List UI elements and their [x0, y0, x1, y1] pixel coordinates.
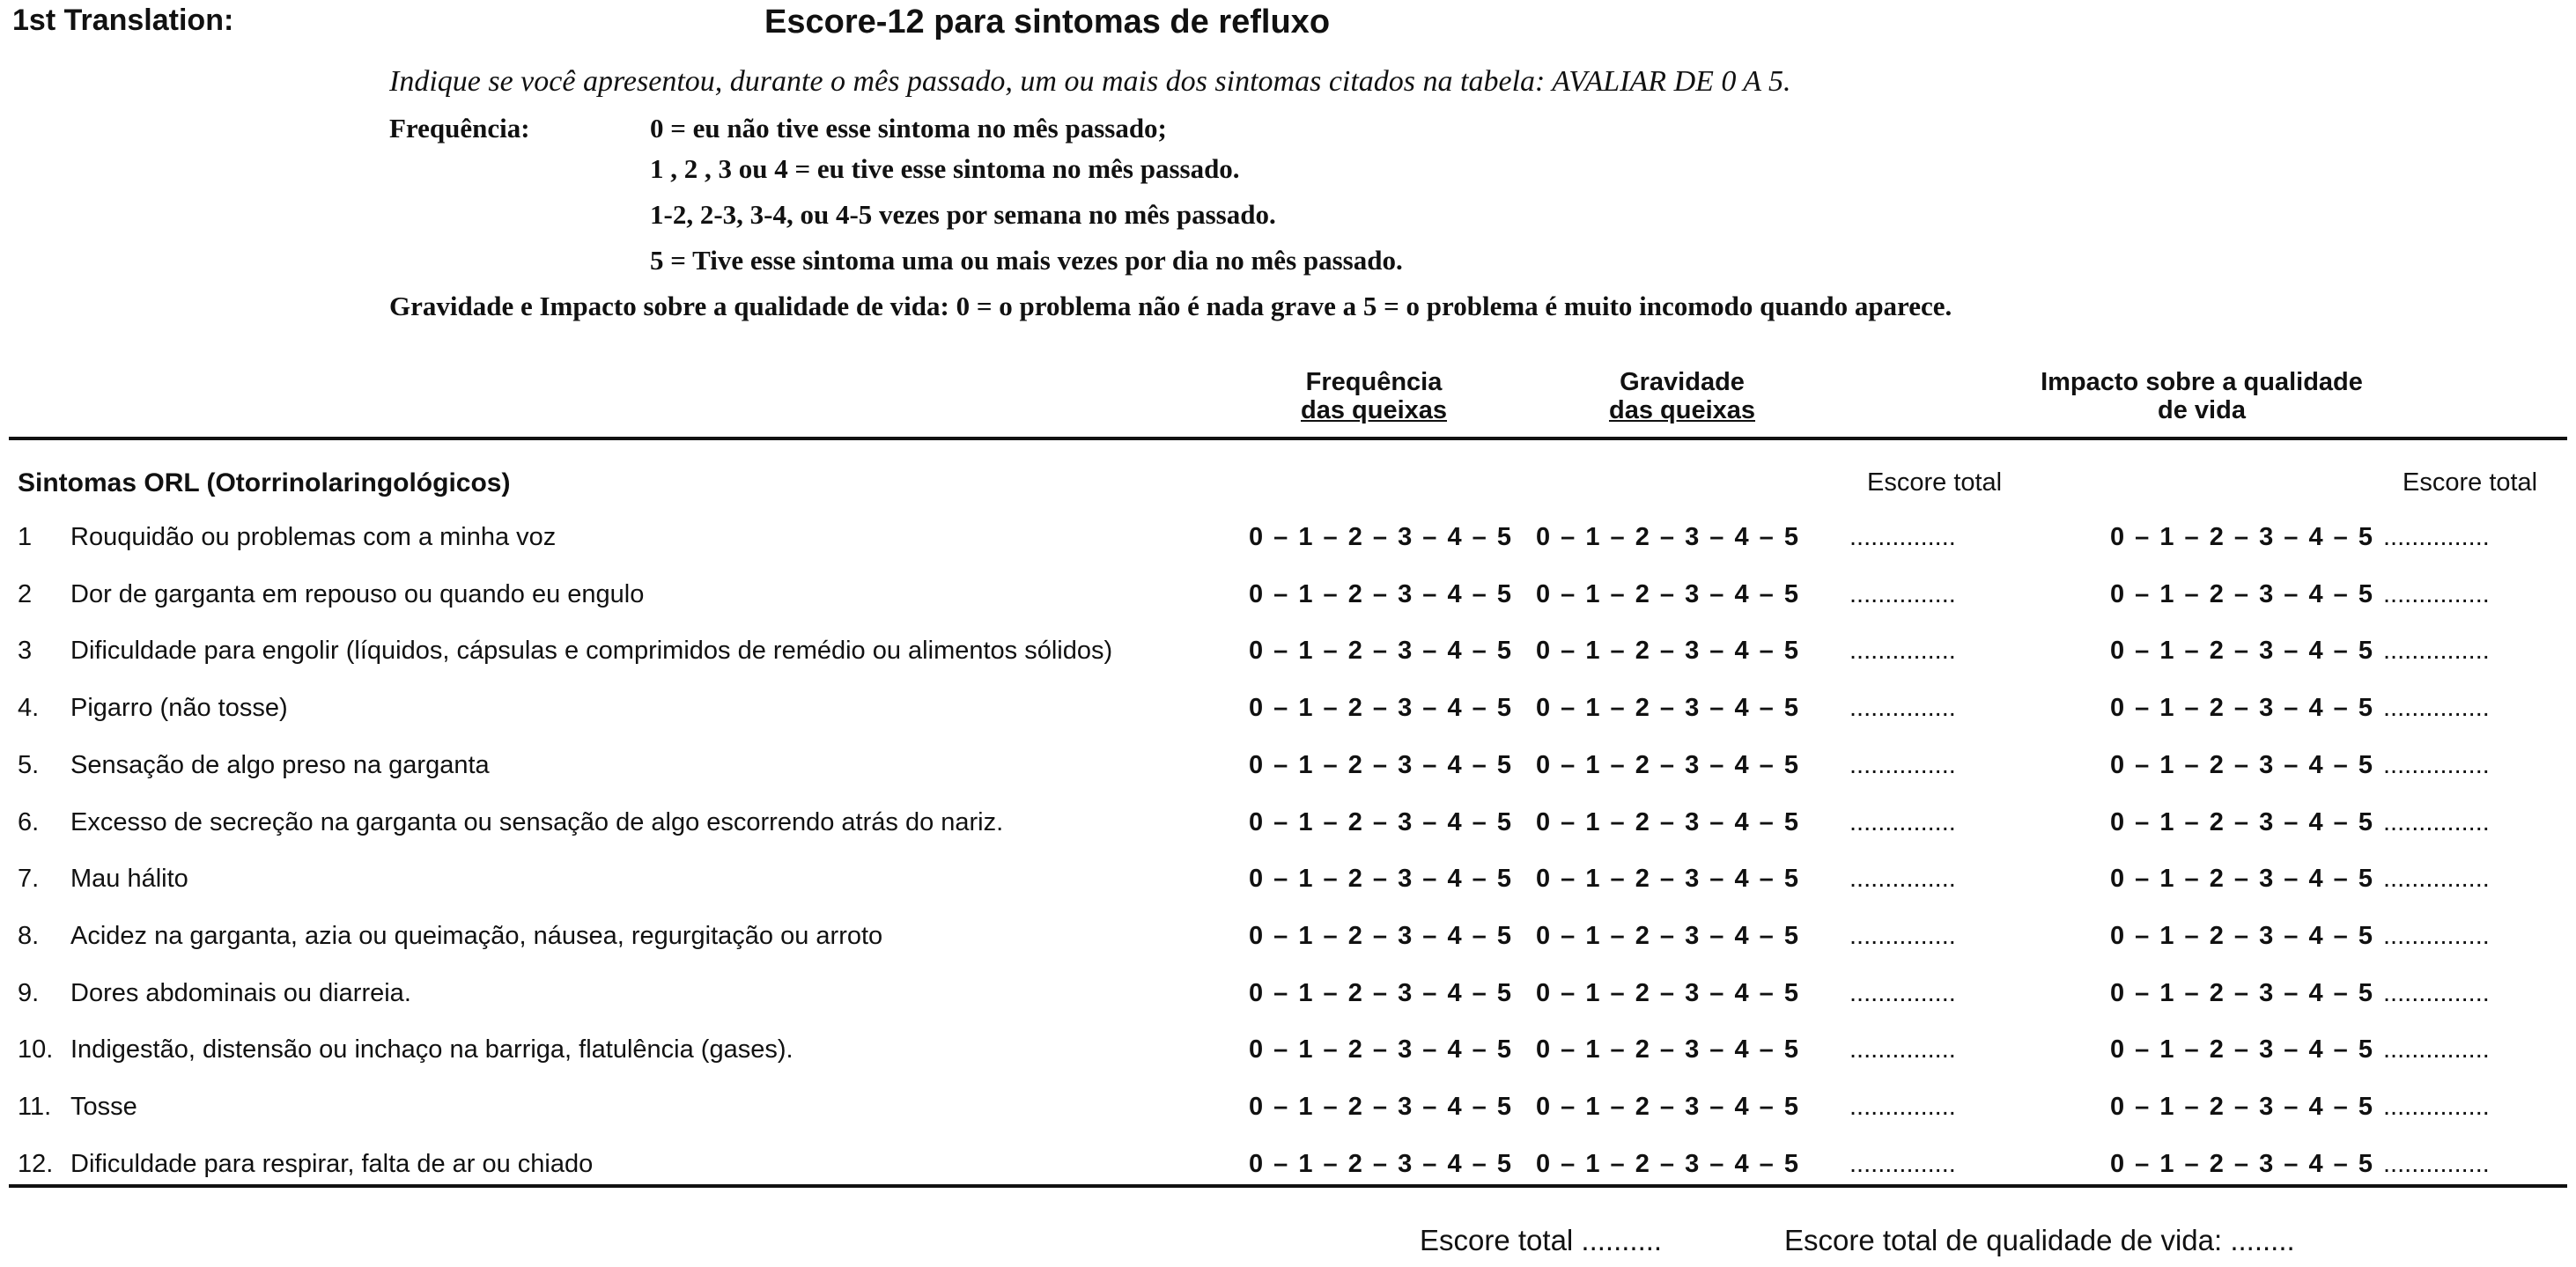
row-number: 11.	[18, 1093, 52, 1121]
symptom-label: Indigestão, distensão ou inchaço na barriga, flatulência (gases).	[70, 1035, 793, 1064]
symptom-label: Sensação de algo preso na garganta	[70, 751, 490, 779]
score-total-field[interactable]: ...............	[1849, 922, 1956, 950]
frequency-scale[interactable]: 0 – 1 – 2 – 3 – 4 – 5	[1249, 751, 1513, 779]
symptom-label: Acidez na garganta, azia ou queimação, náusea, regurgitação ou arroto	[70, 922, 883, 950]
impact-scale[interactable]: 0 – 1 – 2 – 3 – 4 – 5	[2110, 1150, 2374, 1178]
document-label: 1st Translation:	[12, 4, 234, 37]
score-total-field[interactable]: ...............	[1849, 865, 1956, 893]
column-header-line: Gravidade	[1620, 368, 1745, 396]
table-row	[0, 1035, 2576, 1092]
impact-score-total-field[interactable]: ...............	[2383, 637, 2490, 665]
column-header-line: Impacto sobre a qualidade	[2041, 368, 2363, 396]
table-row	[0, 694, 2576, 750]
column-header-line: de vida	[2158, 396, 2246, 424]
score-total-field[interactable]: ...............	[1849, 1093, 1956, 1121]
severity-scale[interactable]: 0 – 1 – 2 – 3 – 4 – 5	[1536, 1150, 1800, 1178]
table-row	[0, 580, 2576, 637]
column-header-line: das queixas	[1300, 396, 1448, 424]
frequency-scale[interactable]: 0 – 1 – 2 – 3 – 4 – 5	[1249, 580, 1513, 608]
frequency-line: 0 = eu não tive esse sintoma no mês passado;	[650, 113, 1167, 144]
row-number: 9.	[18, 979, 40, 1007]
table-row	[0, 523, 2576, 579]
table-row	[0, 808, 2576, 865]
score-total-field[interactable]: ...............	[1849, 580, 1956, 608]
total-quality-of-life-score[interactable]: Escore total de qualidade de vida: ........	[1784, 1224, 2295, 1256]
table-bottom-rule	[9, 1184, 2567, 1188]
frequency-scale[interactable]: 0 – 1 – 2 – 3 – 4 – 5	[1249, 1150, 1513, 1178]
score-total-header: Escore total	[2403, 468, 2538, 497]
severity-scale[interactable]: 0 – 1 – 2 – 3 – 4 – 5	[1536, 523, 1800, 551]
impact-scale[interactable]: 0 – 1 – 2 – 3 – 4 – 5	[2110, 1035, 2374, 1064]
severity-scale[interactable]: 0 – 1 – 2 – 3 – 4 – 5	[1536, 979, 1800, 1007]
frequency-line: 1 , 2 , 3 ou 4 = eu tive esse sintoma no mês passado.	[650, 153, 1240, 184]
symptom-label: Dores abdominais ou diarreia.	[70, 979, 411, 1007]
table-top-rule	[9, 437, 2567, 440]
table-row	[0, 637, 2576, 693]
frequency-scale[interactable]: 0 – 1 – 2 – 3 – 4 – 5	[1249, 694, 1513, 722]
symptom-label: Dificuldade para respirar, falta de ar ou chiado	[70, 1150, 594, 1178]
score-total-field[interactable]: ...............	[1849, 523, 1956, 551]
score-total-field[interactable]: ...............	[1849, 1150, 1956, 1178]
impact-score-total-field[interactable]: ...............	[2383, 1150, 2490, 1178]
severity-scale[interactable]: 0 – 1 – 2 – 3 – 4 – 5	[1536, 1093, 1800, 1121]
impact-score-total-field[interactable]: ...............	[2383, 751, 2490, 779]
impact-score-total-field[interactable]: ...............	[2383, 694, 2490, 722]
score-total-header: Escore total	[1867, 468, 2003, 497]
frequency-label: Frequência:	[389, 113, 530, 144]
frequency-scale[interactable]: 0 – 1 – 2 – 3 – 4 – 5	[1249, 637, 1513, 665]
row-number: 10.	[18, 1035, 54, 1064]
row-number: 4.	[18, 694, 40, 722]
score-total-field[interactable]: ...............	[1849, 637, 1956, 665]
column-header-severity	[1568, 368, 1797, 424]
score-total-field[interactable]: ...............	[1849, 808, 1956, 836]
table-row	[0, 979, 2576, 1035]
document-title: Escore-12 para sintomas de refluxo	[764, 4, 1331, 41]
table-row	[0, 865, 2576, 921]
symptom-label: Mau hálito	[70, 865, 188, 893]
frequency-scale[interactable]: 0 – 1 – 2 – 3 – 4 – 5	[1249, 808, 1513, 836]
impact-scale[interactable]: 0 – 1 – 2 – 3 – 4 – 5	[2110, 1093, 2374, 1121]
row-number: 7.	[18, 865, 40, 893]
impact-scale[interactable]: 0 – 1 – 2 – 3 – 4 – 5	[2110, 637, 2374, 665]
frequency-scale[interactable]: 0 – 1 – 2 – 3 – 4 – 5	[1249, 523, 1513, 551]
table-row	[0, 1093, 2576, 1149]
impact-score-total-field[interactable]: ...............	[2383, 523, 2490, 551]
severity-scale[interactable]: 0 – 1 – 2 – 3 – 4 – 5	[1536, 865, 1800, 893]
table-row	[0, 751, 2576, 807]
severity-scale[interactable]: 0 – 1 – 2 – 3 – 4 – 5	[1536, 580, 1800, 608]
section-title: Sintomas ORL (Otorrinolaringológicos)	[18, 468, 511, 497]
score-total-field[interactable]: ...............	[1849, 694, 1956, 722]
score-total-field[interactable]: ...............	[1849, 1035, 1956, 1064]
impact-scale[interactable]: 0 – 1 – 2 – 3 – 4 – 5	[2110, 922, 2374, 950]
score-total-field[interactable]: ...............	[1849, 979, 1956, 1007]
symptom-label: Dificuldade para engolir (líquidos, cápsulas e comprimidos de remédio ou alimentos sólidos)	[70, 637, 1113, 665]
impact-score-total-field[interactable]: ...............	[2383, 922, 2490, 950]
impact-score-total-field[interactable]: ...............	[2383, 580, 2490, 608]
table-row	[0, 922, 2576, 978]
frequency-scale[interactable]: 0 – 1 – 2 – 3 – 4 – 5	[1249, 979, 1513, 1007]
impact-scale[interactable]: 0 – 1 – 2 – 3 – 4 – 5	[2110, 979, 2374, 1007]
impact-scale[interactable]: 0 – 1 – 2 – 3 – 4 – 5	[2110, 865, 2374, 893]
symptom-label: Excesso de secreção na garganta ou sensação de algo escorrendo atrás do nariz.	[70, 808, 1004, 836]
column-header-frequency	[1277, 368, 1471, 424]
frequency-scale[interactable]: 0 – 1 – 2 – 3 – 4 – 5	[1249, 1093, 1513, 1121]
severity-scale[interactable]: 0 – 1 – 2 – 3 – 4 – 5	[1536, 694, 1800, 722]
symptom-label: Tosse	[70, 1093, 137, 1121]
column-header-impact	[2017, 368, 2387, 424]
impact-scale[interactable]: 0 – 1 – 2 – 3 – 4 – 5	[2110, 808, 2374, 836]
frequency-line: 1-2, 2-3, 3-4, ou 4-5 vezes por semana no mês passado.	[650, 199, 1276, 230]
symptom-label: Rouquidão ou problemas com a minha voz	[70, 523, 557, 551]
impact-score-total-field[interactable]: ...............	[2383, 1093, 2490, 1121]
severity-instructions: Gravidade e Impacto sobre a qualidade de vida: 0 = o problema não é nada grave a 5 = o problema é muito incomodo quando aparece.	[389, 291, 1952, 321]
row-number: 12.	[18, 1150, 54, 1178]
impact-score-total-field[interactable]: ...............	[2383, 808, 2490, 836]
column-header-line: Frequência	[1305, 368, 1443, 396]
frequency-scale[interactable]: 0 – 1 – 2 – 3 – 4 – 5	[1249, 1035, 1513, 1064]
instructions-intro: Indique se você apresentou, durante o mês passado, um ou mais dos sintomas citados na tabela: AVALIAR DE 0 A 5.	[389, 65, 1791, 98]
row-number: 3	[18, 637, 33, 665]
row-number: 2	[18, 580, 33, 608]
frequency-scale[interactable]: 0 – 1 – 2 – 3 – 4 – 5	[1249, 922, 1513, 950]
table-row	[0, 1150, 2576, 1206]
impact-scale[interactable]: 0 – 1 – 2 – 3 – 4 – 5	[2110, 751, 2374, 779]
severity-scale[interactable]: 0 – 1 – 2 – 3 – 4 – 5	[1536, 637, 1800, 665]
row-number: 5.	[18, 751, 40, 779]
severity-scale[interactable]: 0 – 1 – 2 – 3 – 4 – 5	[1536, 808, 1800, 836]
total-score[interactable]: Escore total ..........	[1420, 1224, 1663, 1256]
frequency-line: 5 = Tive esse sintoma uma ou mais vezes por dia no mês passado.	[650, 245, 1403, 276]
symptom-label: Dor de garganta em repouso ou quando eu engulo	[70, 580, 645, 608]
impact-scale[interactable]: 0 – 1 – 2 – 3 – 4 – 5	[2110, 580, 2374, 608]
impact-score-total-field[interactable]: ...............	[2383, 979, 2490, 1007]
impact-score-total-field[interactable]: ...............	[2383, 865, 2490, 893]
row-number: 1	[18, 523, 33, 551]
column-header-line: das queixas	[1608, 396, 1756, 424]
symptom-label: Pigarro (não tosse)	[70, 694, 288, 722]
severity-scale[interactable]: 0 – 1 – 2 – 3 – 4 – 5	[1536, 751, 1800, 779]
impact-scale[interactable]: 0 – 1 – 2 – 3 – 4 – 5	[2110, 523, 2374, 551]
score-total-field[interactable]: ...............	[1849, 751, 1956, 779]
impact-score-total-field[interactable]: ...............	[2383, 1035, 2490, 1064]
severity-scale[interactable]: 0 – 1 – 2 – 3 – 4 – 5	[1536, 922, 1800, 950]
severity-scale[interactable]: 0 – 1 – 2 – 3 – 4 – 5	[1536, 1035, 1800, 1064]
row-number: 8.	[18, 922, 40, 950]
row-number: 6.	[18, 808, 40, 836]
frequency-scale[interactable]: 0 – 1 – 2 – 3 – 4 – 5	[1249, 865, 1513, 893]
impact-scale[interactable]: 0 – 1 – 2 – 3 – 4 – 5	[2110, 694, 2374, 722]
